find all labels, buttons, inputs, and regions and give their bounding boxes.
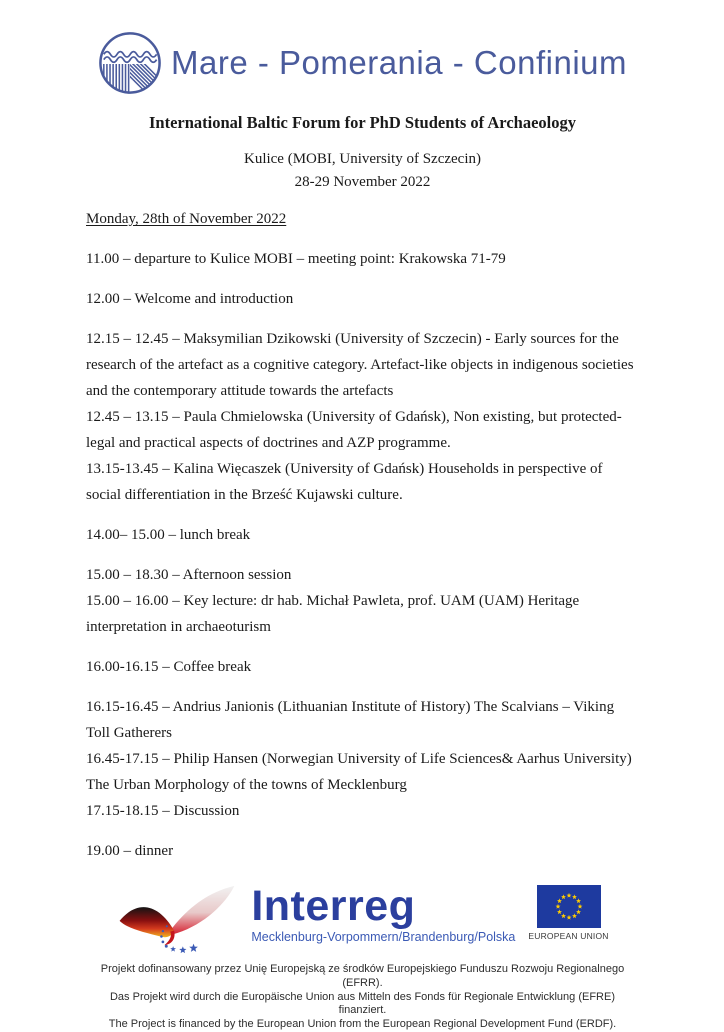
funding-note [86,963,639,1032]
interreg-wordmark: Interreg [251,882,416,930]
schedule-group [86,286,639,312]
interreg-region-label: Mecklenburg-Vorpommern/Brandenburg/Polska [251,930,516,944]
dates-line: 28-29 November 2022 [294,174,431,190]
eu-logo [528,885,608,941]
funding-note-line: The Project is financed by the European Union from the European Regional Development Fund (ERDF). [108,1018,617,1031]
schedule-group [86,326,639,508]
schedule-entry: 12.15 – 12.45 – Maksymilian Dzikowski (University of Szczecin) - Early sources for the research of the artefact as a cognitive category. Artefact-like objects in indigenous societies and the contemporary attitude towards the artefacts [86,331,634,399]
schedule-entry: 19.00 – dinner [86,843,174,859]
eu-flag-icon [537,885,601,928]
funding-note-line: Projekt dofinansowany przez Unię Europejską ze środków Europejskiego Funduszu Rozwoju Regionalnego (EFRR). [100,963,625,989]
schedule-entry: 16.45-17.15 – Philip Hansen (Norwegian University of Life Sciences& Aarhus University) The Urban Morphology of the towns of Mecklenburg [86,751,632,793]
schedule-group [86,562,639,640]
schedule-group [86,694,639,824]
schedule-entry: 14.00– 15.00 – lunch break [86,527,251,543]
schedule-entry: 16.15-16.45 – Andrius Janionis (Lithuanian Institute of History) The Scalvians – Viking Toll Gatherers [86,699,615,741]
partner-logos [86,882,639,954]
schedule [86,246,639,864]
eu-label: EUROPEAN UNION [528,931,609,941]
brand-name: Mare - Pomerania - Confinium [171,44,627,81]
schedule-group [86,654,639,680]
page-title: International Baltic Forum for PhD Students of Archaeology [148,113,576,132]
schedule-group [86,522,639,548]
funding-note-line: Das Projekt wird durch die Europäische Union aus Mitteln des Fonds für Regionale Entwicklung (EFRE) finanziert. [109,990,615,1017]
venue-and-dates [86,148,639,194]
brand-header [86,30,639,96]
mare-pomerania-emblem-icon [98,31,162,95]
day-heading: Monday, 28th of November 2022 [86,211,287,227]
schedule-group [86,838,639,864]
schedule-entry: 15.00 – 16.00 – Key lecture: dr hab. Michał Pawleta, prof. UAM (UAM) Heritage interpretation in archaeoturism [86,593,580,635]
schedule-entry: 16.00-16.15 – Coffee break [86,659,252,675]
schedule-entry: 17.15-18.15 – Discussion [86,803,240,819]
interreg-swoosh-icon [116,882,238,954]
schedule-entry: 12.00 – Welcome and introduction [86,291,294,307]
schedule-entry: 12.45 – 13.15 – Paula Chmielowska (University of Gdańsk), Non existing, but protected-legal and practical aspects of doctrines and AZP programme. [86,409,622,451]
schedule-entry: 15.00 – 18.30 – Afternoon session [86,567,292,583]
schedule-entry: 11.00 – departure to Kulice MOBI – meeting point: Krakowska 71-79 [86,251,506,267]
schedule-entry: 13.15-13.45 – Kalina Więcaszek (University of Gdańsk) Households in perspective of social differentiation in the Brześć Kujawski culture. [86,461,603,503]
interreg-logo [251,884,515,945]
venue-line: Kulice (MOBI, University of Szczecin) [243,151,481,167]
schedule-group [86,246,639,272]
